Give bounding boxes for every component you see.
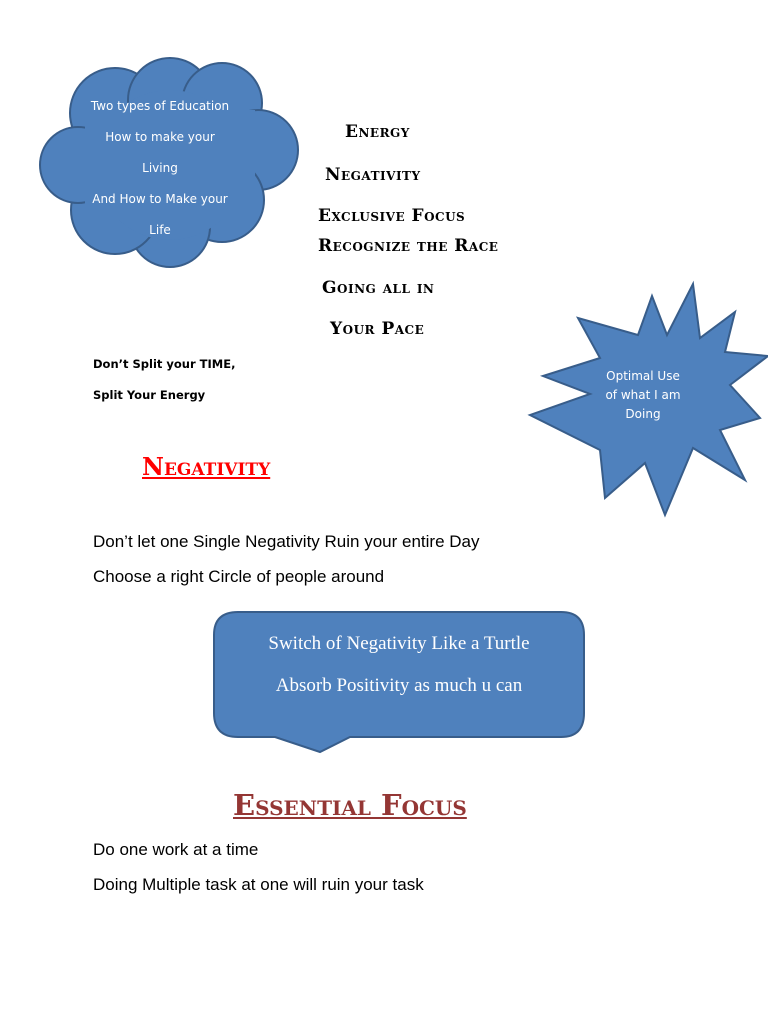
energy-note-line2: Split Your Energy <box>93 388 206 402</box>
cloud-line: And How to Make your <box>92 192 228 206</box>
negativity-line1: Don’t let one Single Negativity Ruin your entire Day <box>93 532 480 551</box>
topic-negativity: Negativity <box>325 165 421 185</box>
cloud-line: Life <box>149 223 171 237</box>
focus-line2: Doing Multiple task at one will ruin your task <box>93 875 424 894</box>
cloud-line: Living <box>142 161 178 175</box>
cloud-text <box>80 98 240 237</box>
star-line: Optimal Use <box>606 369 680 383</box>
negativity-line2: Choose a right Circle of people around <box>93 567 385 586</box>
star-line: Doing <box>625 407 661 421</box>
negativity-heading: Negativity <box>142 452 271 481</box>
cloud-line: How to make your <box>105 130 215 144</box>
callout-line2: Absorb Positivity as much u can <box>275 675 523 696</box>
topic-recognize-race: Recognize the Race <box>318 236 499 256</box>
topic-your-pace: Your Pace <box>330 319 425 339</box>
topic-energy: Energy <box>345 122 410 142</box>
cloud-line: Two types of Education <box>90 99 230 113</box>
topic-exclusive-focus: Exclusive Focus <box>318 206 466 226</box>
energy-note-line1: Don’t Split your TIME, <box>93 357 236 371</box>
focus-heading: Essential Focus <box>233 788 467 822</box>
topic-going-all-in: Going all in <box>322 278 435 298</box>
callout-line1: Switch of Negativity Like a Turtle <box>268 633 530 654</box>
focus-line1: Do one work at a time <box>93 840 259 859</box>
star-line: of what I am <box>605 388 681 402</box>
star-text <box>590 367 696 424</box>
